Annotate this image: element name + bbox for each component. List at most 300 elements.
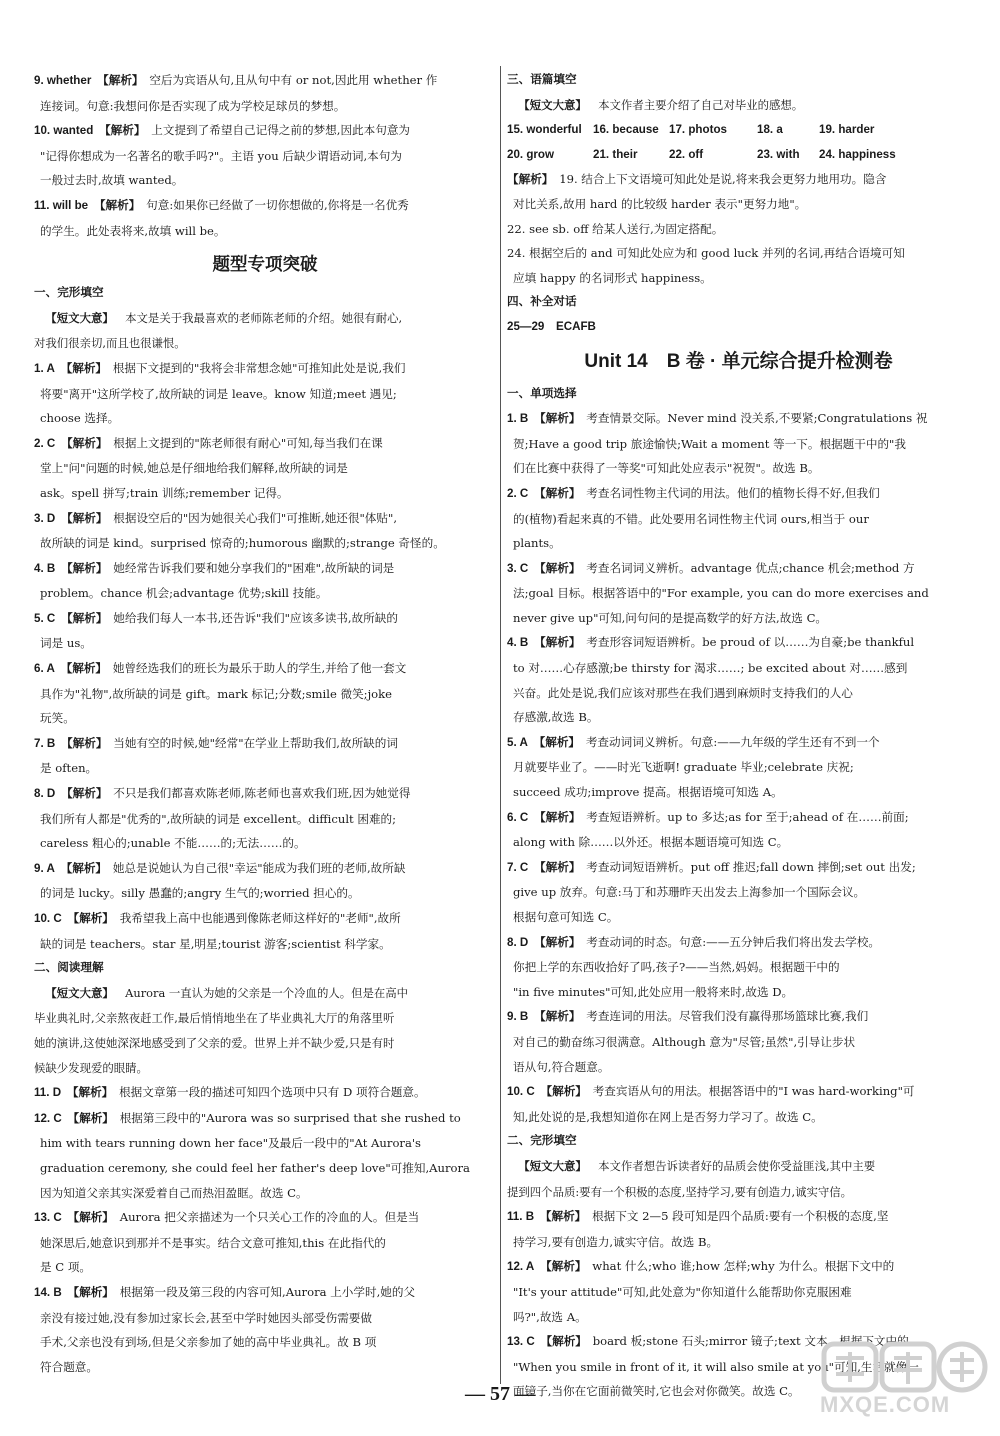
answer-line	[507, 1254, 970, 1280]
answer-item	[507, 1204, 970, 1254]
answer-line	[507, 830, 970, 855]
item-number: 2. C	[34, 436, 56, 450]
answer-key: 20. grow	[507, 147, 555, 161]
answer-line	[507, 705, 970, 730]
answer-text: 她深思后,她意识到那并不是事实。结合文意可推知,this 在此指代的	[40, 1235, 386, 1250]
section-title-choice: 一、单项选择	[507, 386, 577, 400]
answer-line	[34, 606, 496, 632]
summary-label: 【短文大意】	[518, 1160, 587, 1173]
summary-label: 【短文大意】	[518, 99, 587, 112]
watermark-logo-icon	[820, 1338, 990, 1398]
answer-line	[34, 1131, 496, 1156]
answer-item	[507, 1254, 970, 1329]
answer-text: 月就要毕业了。——时光飞逝啊! graduate 毕业;celebrate 庆祝;	[513, 760, 854, 775]
answer-text: 手术,父亲也没有到场,但是父亲参加了她的高中毕业典礼。故 B 项	[40, 1335, 377, 1350]
passage-summary	[507, 93, 970, 119]
answer-line	[507, 241, 970, 266]
answer-text: 上文提到了希望自己记得之前的梦想,因此本句意为	[151, 123, 411, 138]
answer-line	[34, 1231, 496, 1256]
unit-title: Unit 14 B 卷 · 单元综合提升检测卷	[584, 350, 893, 372]
answer-text: graduation ceremony, she could feel her father's deep love"可推知,Aurora	[40, 1160, 470, 1175]
answer-item	[507, 805, 970, 855]
item-number: 5. A	[507, 735, 528, 749]
item-number: 11. B	[507, 1210, 535, 1224]
analysis-label: 【解析】	[540, 1259, 587, 1274]
answer-line	[507, 955, 970, 980]
item-number: 9. B	[507, 1010, 529, 1024]
answer-line	[34, 506, 496, 532]
answer-text: 连接词。句意:我想问你是否实现了成为学校足球员的梦想。	[40, 98, 346, 113]
answer-key: 15. wonderful	[507, 123, 582, 137]
answer-line	[34, 431, 496, 457]
answer-text: along with 除……以外还。根据本题语境可知选 C。	[513, 835, 789, 850]
answer-line	[507, 192, 970, 217]
answer-line	[34, 1156, 496, 1181]
answer-text: 考查短语辨析。up to 多达;as for 至于;ahead of 在……前面;	[586, 809, 909, 824]
summary-text: Aurora 一直认为她的父亲是一个冷血的人。但是在高中	[125, 985, 409, 1000]
summary-line	[34, 306, 496, 332]
answer-line	[507, 730, 970, 756]
answer-row	[507, 143, 970, 168]
answer-line	[34, 831, 496, 856]
summary-line	[34, 1056, 496, 1081]
answer-line	[507, 905, 970, 930]
answer-text: 考查名词性物主代词的用法。他们的植物长得不好,但我们	[586, 485, 880, 500]
passage-summary	[34, 981, 496, 1080]
right-column	[507, 68, 970, 1404]
answer-line	[507, 1305, 970, 1330]
answer-text: 玩笑。	[40, 711, 75, 726]
answer-text: 的词是 lucky。silly 愚蠢的;angry 生气的;worried 担心的。	[40, 886, 360, 901]
answer-text: 贺;Have a good trip 旅途愉快;Wait a moment 等一下。根据题干中的"我	[513, 436, 906, 451]
answer-item	[34, 1280, 496, 1379]
summary-line	[34, 331, 496, 356]
answer-line	[34, 1205, 496, 1231]
answer-text: 的(植物)看起来真的不错。此处要用名词性物主代词 ours,相当于 our	[513, 511, 869, 526]
answer-text: board 板;stone 石头;mirror 镜子;text 文本。根据下文中的	[592, 1334, 909, 1349]
summary-label: 【短文大意】	[45, 312, 114, 325]
answer-text: him with tears running down her face"及最后一段中的"At Aurora's	[40, 1136, 422, 1151]
answer-text: 22. see sb. off 给某人送行,为固定搭配。	[507, 221, 724, 236]
analysis-label: 【解析】	[99, 123, 146, 138]
section-title-reading: 二、阅读理解	[34, 961, 104, 975]
answer-text: 缺的词是 teachers。star 星,明星;tourist 游客;scientist 科学家。	[40, 936, 391, 951]
answer-line	[507, 1055, 970, 1080]
answer-item	[507, 481, 970, 556]
watermark-text: MXQE.COM	[820, 1392, 951, 1417]
answer-line	[34, 68, 496, 94]
answer-line	[507, 556, 970, 582]
summary-text: 本文是关于我最喜欢的老师陈老师的介绍。她很有耐心,	[125, 310, 403, 325]
answer-text: 应填 happy 的名词形式 happiness。	[513, 270, 712, 285]
answer-line	[507, 681, 970, 706]
answer-key: 19. harder	[819, 123, 875, 137]
answer-text: 面镜子,当你在它面前微笑时,它也会对你微笑。故选 C。	[513, 1384, 800, 1399]
answer-text: 对自己的勤奋练习很满意。Although 意为"尽管;虽然",引导让步状	[513, 1034, 856, 1049]
answer-line	[507, 481, 970, 507]
summary-line	[507, 1154, 970, 1180]
answer-line	[507, 1079, 970, 1105]
analysis-label: 【解析】	[61, 560, 108, 575]
item-number: 5. C	[34, 611, 56, 625]
answer-text: Aurora 把父亲描述为一个只关心工作的冷血的人。但是当	[119, 1210, 420, 1225]
answer-item	[34, 1080, 496, 1106]
answer-line	[34, 807, 496, 832]
answer-item	[34, 1106, 496, 1205]
answer-item	[34, 193, 496, 243]
item-number: 1. B	[507, 412, 529, 426]
item-number: 9. whether	[34, 74, 92, 87]
answer-text: 法;goal 目标。根据答语中的"For example, you can do more exercises and	[513, 586, 929, 601]
answer-line	[507, 217, 970, 242]
answer-line	[34, 556, 496, 582]
answer-line	[34, 631, 496, 656]
answer-line	[507, 1280, 970, 1305]
answer-line	[34, 356, 496, 382]
answer-key: 22. off	[669, 147, 704, 161]
item-number: 6. A	[34, 662, 55, 676]
answer-text: 她经常告诉我们要和她分享我们的"困难",故所缺的词是	[113, 560, 395, 575]
answer-text: 当她有空的时候,她"经常"在学业上帮助我们,故所缺的词	[113, 735, 398, 750]
answer-text: 持学习,要有创造力,诚实守信。故选 B。	[513, 1234, 719, 1249]
answer-line	[34, 1181, 496, 1206]
answer-key: 17. photos	[669, 123, 727, 137]
item-number: 10. wanted	[34, 124, 94, 138]
answer-line	[34, 1330, 496, 1355]
answer-text: "When you smile in front of it, it will also smile at you"可知,生活就像一	[513, 1359, 919, 1374]
analysis-label: 【解析】	[61, 735, 108, 750]
answer-line	[34, 531, 496, 556]
analysis-label: 【解析】	[534, 934, 581, 949]
answer-item	[34, 656, 496, 731]
answer-text: 你把上学的东西收拾好了吗,孩子?——当然,妈妈。根据题干中的	[513, 960, 840, 975]
analysis-label: 【解析】	[534, 635, 581, 650]
answer-line	[507, 606, 970, 631]
analysis-label: 【解析】	[61, 786, 108, 801]
answer-line	[34, 193, 496, 219]
left-column	[34, 68, 496, 1379]
passage-summary	[34, 306, 496, 356]
answer-line	[507, 630, 970, 656]
answer-line	[34, 144, 496, 169]
answer-text: 吗?",故选 A。	[513, 1309, 587, 1324]
answer-item	[34, 68, 496, 118]
answer-line	[34, 1255, 496, 1280]
answer-item	[507, 730, 970, 805]
answer-item	[34, 731, 496, 781]
answer-item	[34, 906, 496, 956]
answer-text: 考查名词词义辨析。advantage 优点;chance 机会;method 方	[586, 560, 915, 575]
item-number: 8. D	[507, 935, 529, 949]
answer-text: 的学生。此处表将来,故填 will be。	[40, 223, 226, 238]
answer-item	[507, 1004, 970, 1079]
answer-text: 具作为"礼物",故所缺的词是 gift。mark 标记;分数;smile 微笑;joke	[40, 686, 393, 701]
answer-line	[507, 507, 970, 532]
answer-line	[34, 94, 496, 119]
answer-text: 她总是说她认为自己很"幸运"能成为我们班的老师,故所缺	[112, 860, 406, 875]
answer-text: 考查动词词义辨析。句意:——九年级的学生还有不到一个	[585, 734, 880, 749]
answer-line	[34, 932, 496, 957]
analysis-label: 【解析】	[60, 860, 108, 875]
answer-item	[507, 406, 970, 481]
answer-text: 因为知道父亲其实深爱着自己而热泪盈眶。故选 C。	[40, 1185, 308, 1200]
answer-line	[34, 406, 496, 431]
analysis-label: 【解析】	[533, 734, 581, 749]
answer-line	[34, 219, 496, 244]
answer-text: 根据文章第一段的描述可知四个选项中只有 D 项符合题意。	[119, 1085, 426, 1100]
answer-text: 知,此处说的是,我想知道你在网上是否努力学习了。故选 C。	[513, 1109, 823, 1124]
answer-line	[34, 1306, 496, 1331]
answer-text: never give up"可知,问句问的是提高数学的好方法,故选 C。	[513, 610, 828, 625]
section-title-cloze: 一、完形填空	[34, 286, 104, 300]
answer-line	[34, 781, 496, 807]
answer-text: 存感激,故选 B。	[513, 710, 599, 725]
item-number: 10. C	[34, 912, 62, 925]
answer-line	[34, 706, 496, 731]
summary-line	[34, 981, 496, 1007]
analysis-label: 【解析】	[534, 411, 581, 426]
item-number: 2. C	[507, 486, 529, 500]
answer-text: "in five minutes"可知,此处应用一般将来时,故选 D。	[513, 984, 794, 999]
item-number: 12. A	[507, 1260, 535, 1274]
answer-text: 考查连词的用法。尽管我们没有赢得那场篮球比赛,我们	[586, 1009, 869, 1024]
answer-line	[34, 682, 496, 707]
answer-text: choose 选择。	[40, 411, 120, 426]
analysis-label: 【解析】	[60, 661, 108, 676]
answer-text: 她曾经选我们的班长为最乐于助人的学生,并给了他一套文	[112, 661, 407, 676]
answer-line	[507, 855, 970, 881]
answer-line	[34, 1080, 496, 1106]
section-title-cloze: 二、完形填空	[507, 1134, 577, 1148]
analysis-label: 【解析】	[60, 360, 108, 375]
summary-text: 本文作者主要介绍了自己对毕业的感想。	[598, 97, 804, 112]
summary-text: 本文作者想告诉读者好的品质会使你受益匪浅,其中主要	[598, 1158, 876, 1173]
answer-line	[34, 168, 496, 193]
item-number: 11. D	[34, 1086, 62, 1100]
answer-line	[507, 1230, 970, 1255]
watermark	[820, 1338, 990, 1420]
item-number: 14. B	[34, 1285, 62, 1299]
summary-label: 【短文大意】	[45, 987, 114, 1000]
answer-text: 堂上"问"问题的时候,她总是仔细地给我们解释,故所缺的词是	[40, 461, 348, 476]
item-number: 8. D	[34, 787, 56, 801]
item-number: 4. B	[34, 561, 56, 575]
answer-item	[34, 856, 496, 906]
answer-line	[507, 1204, 970, 1230]
analysis-label: 【解析】	[67, 1110, 114, 1125]
item-number: 11. will be	[34, 198, 89, 212]
answer-line	[507, 980, 970, 1005]
item-number: 13. C	[34, 1211, 62, 1225]
answer-text: 24. 根据空后的 and 可知此处应为和 good luck 并列的名词,再结合语境可知	[507, 246, 905, 261]
analysis-label: 【解析】	[540, 1334, 587, 1349]
answer-key: 16. because	[593, 123, 659, 137]
answer-line	[34, 382, 496, 407]
answer-key: 21. their	[593, 147, 638, 161]
item-number: 1. A	[34, 361, 55, 375]
answer-item	[34, 556, 496, 606]
answer-text: problem。chance 机会;advantage 优势;skill 技能。	[40, 586, 328, 601]
answer-text: 根据设空后的"因为她很关心我们"可推断,她还很"体贴",	[113, 510, 398, 525]
item-number: 12. C	[34, 1111, 62, 1125]
answer-text: 故所缺的词是 kind。surprised 惊奇的;humorous 幽默的;strange 奇怪的。	[40, 536, 445, 551]
answer-item	[34, 431, 496, 506]
answer-item	[34, 506, 496, 556]
item-number: 9. A	[34, 861, 55, 875]
analysis-label: 【解析】	[67, 1210, 114, 1225]
summary-text: 她的演讲,这使她深深地感受到了父亲的爱。世界上并不缺少爱,只是有时	[34, 1035, 395, 1050]
answer-line	[507, 406, 970, 432]
answer-line	[34, 856, 496, 882]
summary-text: 毕业典礼时,父亲熬夜赶工作,最后悄悄地坐在了毕业典礼大厅的角落里听	[34, 1011, 395, 1026]
answer-item	[507, 930, 970, 1005]
analysis-label: 【解析】	[61, 610, 108, 625]
answer-line	[507, 432, 970, 457]
analysis-label: 【解析】	[534, 1009, 581, 1024]
summary-line	[34, 1006, 496, 1031]
passage-summary	[507, 1154, 970, 1204]
answer-text: 考查情景交际。Never mind 没关系,不要紧;Congratulations 祝	[586, 411, 928, 426]
answer-line	[34, 1280, 496, 1306]
summary-text: 候缺少发现爱的眼睛。	[34, 1060, 148, 1075]
answer-text: 考查宾语从句的用法。根据答语中的"I was hard-working"可	[592, 1084, 915, 1099]
answer-text: 考查动词的时态。句意:——五分钟后我们将出发去学校。	[586, 934, 881, 949]
item-number: 7. B	[34, 736, 56, 750]
answer-note	[507, 217, 970, 242]
answer-text: 是 often。	[40, 761, 98, 776]
answer-text: 根据下文提到的"我将会非常想念她"可推知此处是说,我们	[112, 360, 406, 375]
analysis-label: 【解析】	[534, 809, 581, 824]
answer-text: 空后为宾语从句,且从句中有 or not,因此用 whether 作	[149, 73, 438, 87]
answer-text: 词是 us。	[40, 636, 92, 651]
answer-line	[507, 531, 970, 556]
section-title-fill: 三、语篇填空	[507, 73, 577, 86]
answer-text: 根据句意可知选 C。	[513, 910, 619, 924]
answer-text: succeed 成功;improve 提高。根据语境可知选 A。	[513, 785, 783, 800]
summary-line	[34, 1031, 496, 1056]
answer-text: 是 C 项。	[40, 1260, 92, 1275]
answer-text: 我希望我上高中也能遇到像陈老师这样好的"老师",故所	[119, 911, 401, 925]
answer-text: 句意:如果你已经做了一切你想做的,你将是一名优秀	[146, 197, 409, 212]
answer-text: 们在比赛中获得了一等奖"可知此处应表示"祝贺"。故选 B。	[513, 461, 820, 476]
answer-line	[507, 930, 970, 956]
page-number: — 57 —	[465, 1383, 535, 1405]
answer-item	[507, 855, 970, 930]
answer-text: 考查动词短语辨析。put off 推迟;fall down 摔倒;set out 出发;	[586, 859, 916, 874]
answer-line	[34, 656, 496, 682]
answer-item	[34, 781, 496, 856]
item-number: 13. C	[507, 1335, 535, 1349]
item-number: 6. C	[507, 810, 529, 824]
answer-line	[507, 755, 970, 780]
analysis-label: 【解析】	[93, 197, 141, 212]
item-number: 7. C	[507, 860, 529, 874]
answer-text: 兴奋。此处是说,我们应该对那些在我们遇到麻烦时支持我们的人心	[513, 685, 853, 700]
answer-item	[34, 1205, 496, 1280]
answer-text: 根据下文 2—5 段可知是四个品质:要有一个积极的态度,坚	[592, 1209, 889, 1224]
answer-line	[507, 1030, 970, 1055]
answer-line	[34, 1355, 496, 1380]
answer-text: 我们所有人都是"优秀的",故所缺的词是 excellent。difficult 困难的;	[40, 811, 397, 826]
answer-item	[34, 356, 496, 431]
summary-text: 提到四个品质:要有一个积极的态度,坚持学习,要有创造力,诚实守信。	[507, 1184, 853, 1199]
answer-line	[507, 167, 970, 192]
answer-text: careless 粗心的;unable 不能……的;无法……的。	[40, 836, 306, 851]
analysis-label: 【解析】	[67, 911, 114, 925]
answer-line	[34, 481, 496, 506]
dialogue-answer: 25—29 ECAFB	[507, 319, 596, 333]
answer-line	[507, 456, 970, 481]
answer-text: 19. 结合上下文语境可知此处是说,将来我会更努力地用功。隐含	[559, 172, 887, 187]
summary-text: 对我们很亲切,而且也很谦恨。	[34, 336, 186, 351]
answer-note	[507, 241, 970, 290]
answer-text: 根据第三段中的"Aurora was so surprised that she rushed to	[119, 1110, 461, 1125]
analysis-label: 【解析】	[61, 435, 108, 450]
answer-note	[507, 167, 970, 216]
analysis-label: 【解析】	[61, 510, 108, 525]
section-heading: 题型专项突破	[212, 254, 318, 275]
answer-text: plants。	[513, 536, 561, 551]
analysis-label: 【解析】	[534, 859, 581, 874]
answer-text: 不只是我们都喜欢陈老师,陈老师也喜欢我们班,因为她觉得	[113, 786, 411, 801]
answer-line	[507, 266, 970, 291]
column-divider	[500, 66, 501, 1384]
answer-text: ask。spell 拼写;train 训练;remember 记得。	[40, 485, 289, 500]
answer-text: what 什么;who 谁;how 怎样;why 为什么。根据下文中的	[592, 1259, 895, 1274]
analysis-label: 【解析】	[540, 1084, 587, 1099]
answer-line	[34, 581, 496, 606]
answer-line	[34, 906, 496, 932]
answer-text: to 对……心存感激;be thirsty for 渴求……; be excited about 对……感到	[513, 661, 908, 676]
analysis-label: 【解析】	[67, 1284, 114, 1299]
answer-text: 对比关系,故用 hard 的比较级 harder 表示"更努力地"。	[513, 196, 807, 211]
item-number: 3. D	[34, 511, 56, 525]
answer-text: give up 放弃。句意:马丁和苏珊昨天出发去上海参加一个国际会议。	[513, 885, 866, 900]
answer-line	[507, 780, 970, 805]
answer-item	[507, 1079, 970, 1129]
analysis-label: 【解析】	[97, 73, 144, 87]
answer-text: 考查形容词短语辨析。be proud of 以……为自豪;be thankful	[586, 635, 915, 650]
summary-line	[507, 93, 970, 119]
answer-text: 根据上文提到的"陈老师很有耐心"可知,每当我们在课	[113, 435, 383, 450]
answer-line	[507, 656, 970, 681]
answer-text: 根据第一段及第三段的内容可知,Aurora 上小学时,她的父	[119, 1284, 416, 1299]
answer-text: 亲没有接过她,没有参加过家长会,甚至中学时她因头部受伤需要做	[40, 1310, 372, 1325]
answer-item	[34, 118, 496, 193]
analysis-label: 【解析】	[66, 1085, 114, 1100]
answer-key: 23. with	[757, 147, 800, 161]
analysis-label: 【解析】	[534, 485, 581, 500]
answer-text: 语从句,符合题意。	[513, 1059, 610, 1074]
answer-text: 将要"离开"这所学校了,故所缺的词是 leave。know 知道;meet 遇见;	[40, 386, 397, 401]
answer-item	[507, 556, 970, 631]
answer-line	[34, 731, 496, 757]
summary-line	[507, 1180, 970, 1205]
answer-item	[507, 630, 970, 729]
item-number: 10. C	[507, 1085, 535, 1099]
answer-text: "记得你想成为一名著名的歌手吗?"。主语 you 后缺少谓语动词,本句为	[40, 148, 402, 163]
answer-line	[507, 581, 970, 606]
answer-line	[507, 1105, 970, 1130]
answer-line	[34, 756, 496, 781]
answer-line	[507, 880, 970, 905]
analysis-label: 【解析】	[507, 172, 554, 187]
answer-text: 符合题意。	[40, 1359, 98, 1374]
answer-line	[34, 456, 496, 481]
answer-line	[507, 805, 970, 831]
answer-text: "It's your attitude"可知,此处意为"你知道什么能帮助你克服困难	[513, 1284, 852, 1299]
answer-text: 一般过去时,故填 wanted。	[40, 173, 184, 188]
